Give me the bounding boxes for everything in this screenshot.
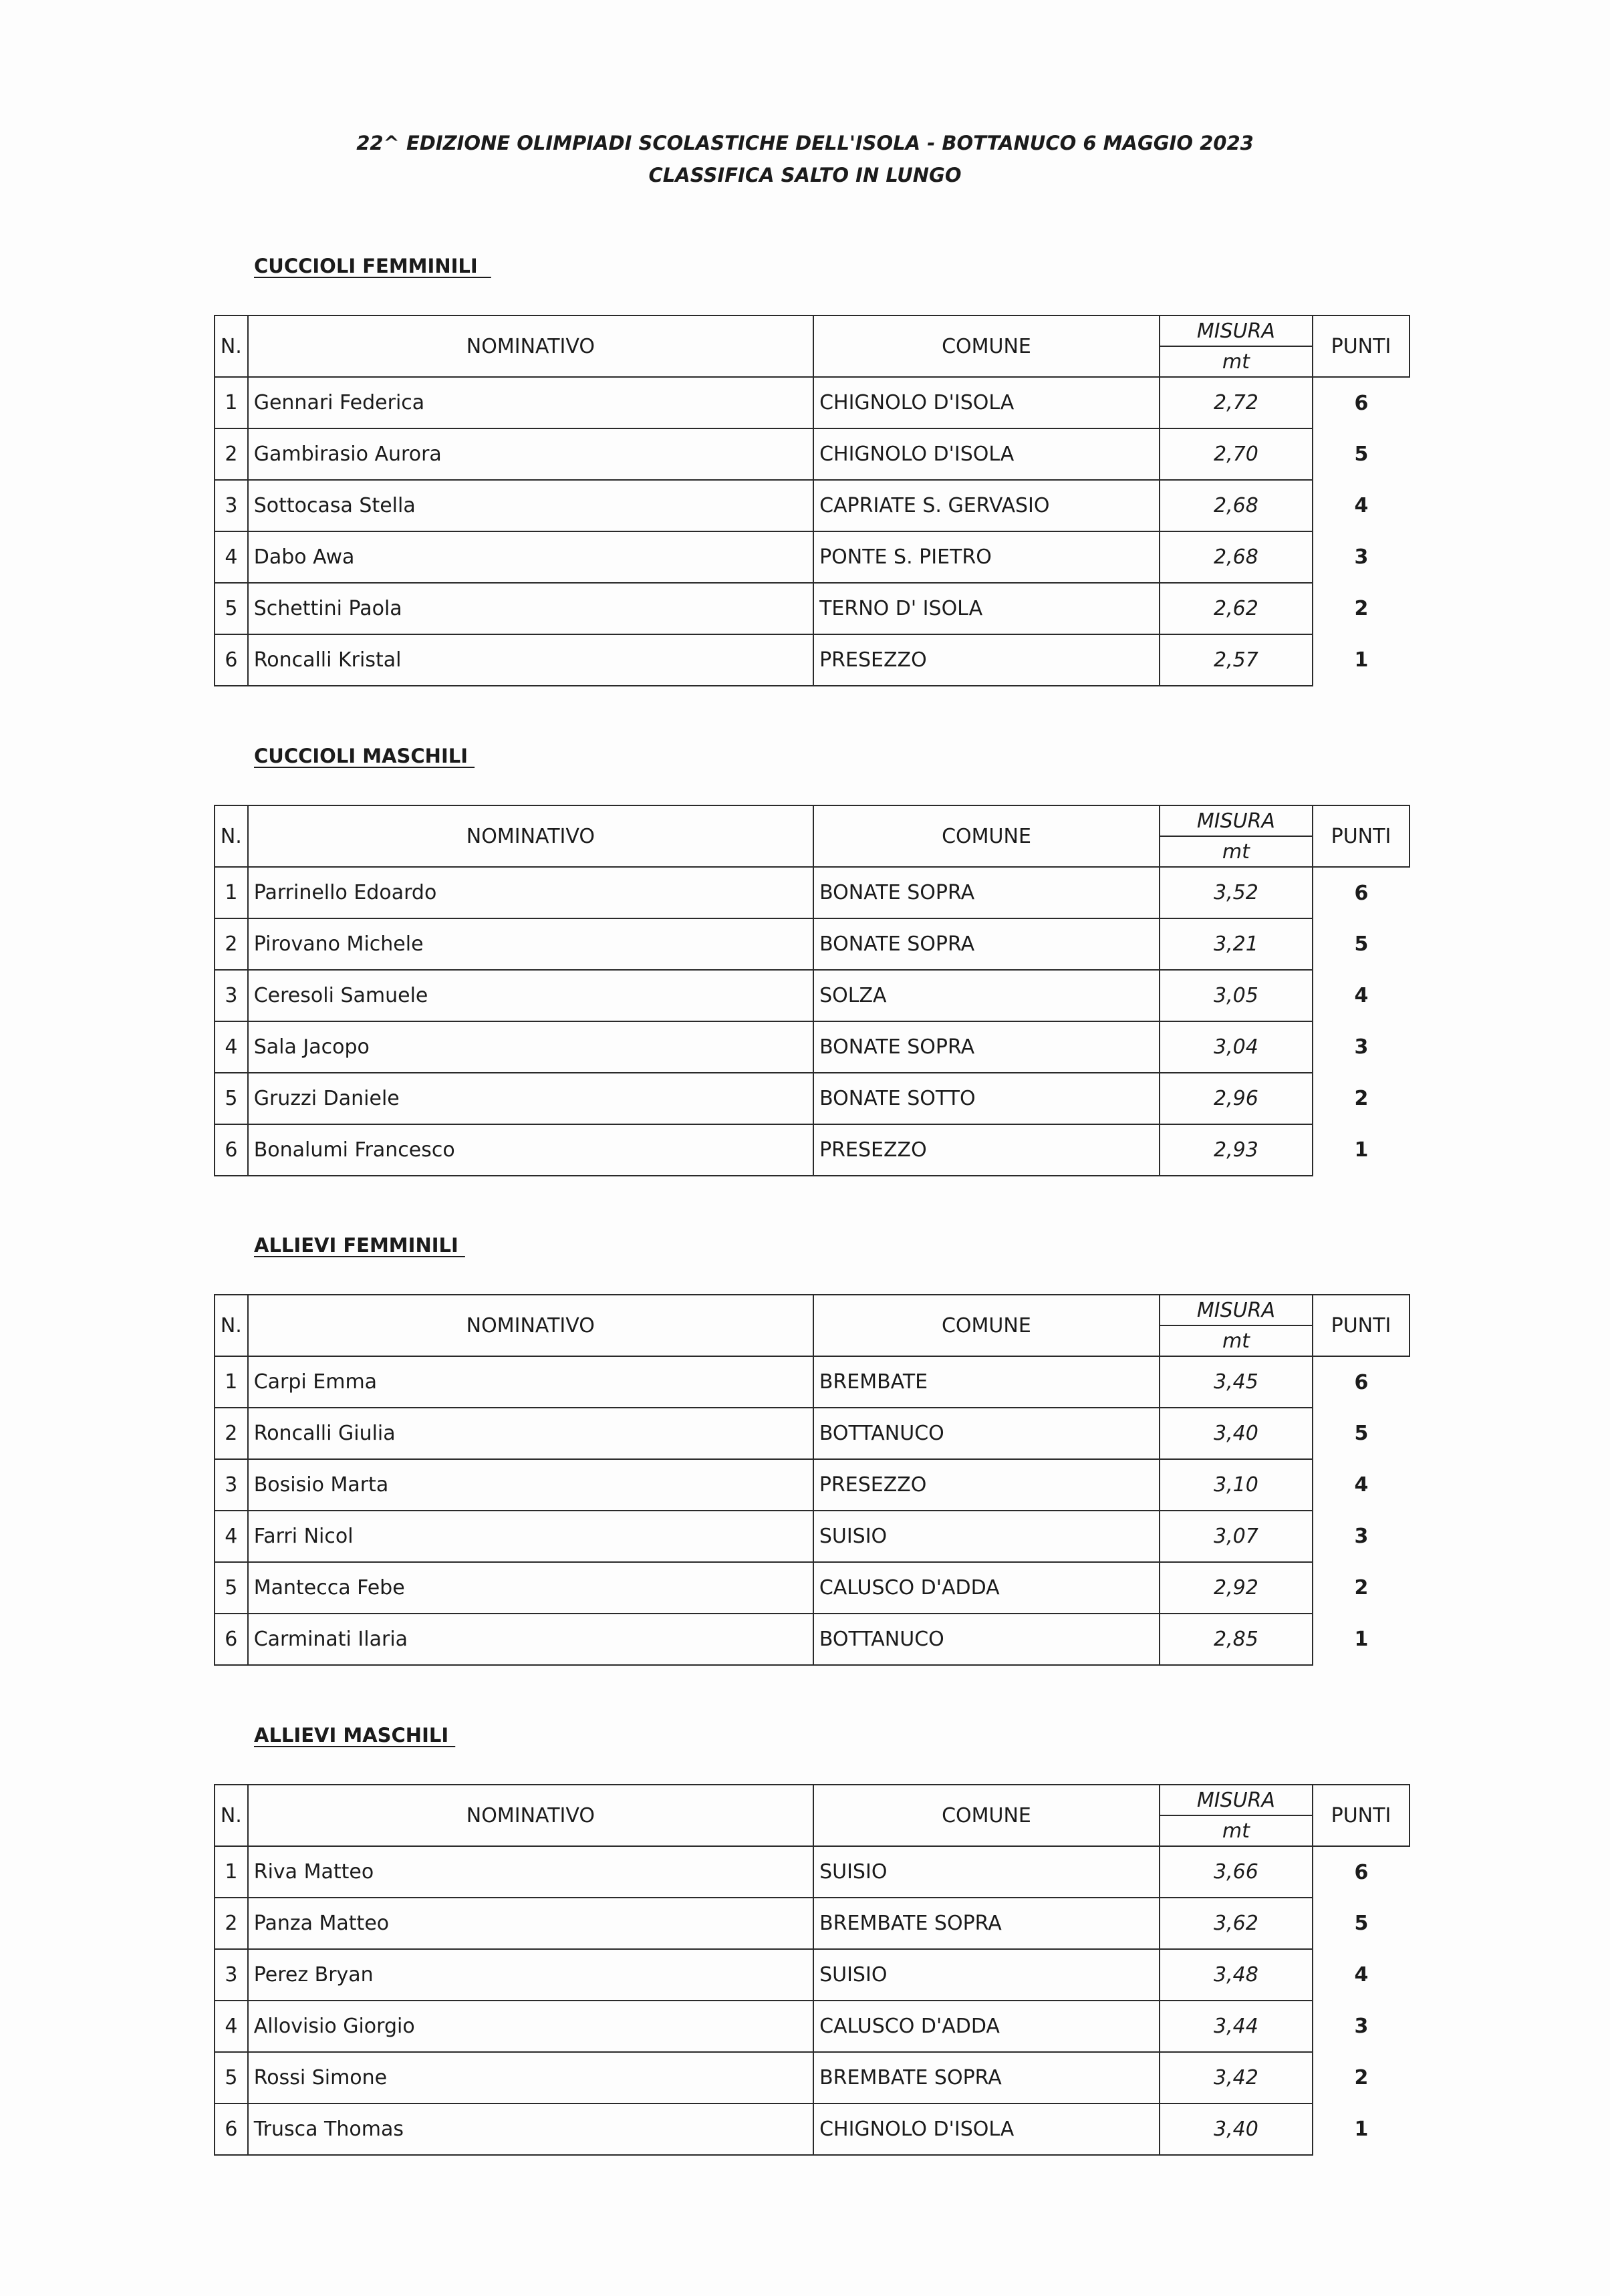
cell-comune: CALUSCO D'ADDA [813, 1562, 1160, 1614]
cell-comune: PRESEZZO [813, 1124, 1160, 1176]
table-row [215, 2052, 1410, 2103]
cell-nominativo: Roncalli Giulia [248, 1408, 813, 1459]
cell-nominativo: Perez Bryan [248, 1949, 813, 2001]
cell-punti: 5 [1313, 918, 1410, 970]
category-title: ALLIEVI MASCHILI [254, 1724, 456, 1747]
cell-rank: 4 [215, 1021, 248, 1073]
cell-comune: BONATE SOTTO [813, 1073, 1160, 1124]
cell-misura: 3,40 [1160, 1408, 1313, 1459]
cell-misura: 3,62 [1160, 1898, 1313, 1949]
cell-punti: 1 [1313, 634, 1410, 686]
table-row [215, 531, 1410, 583]
cell-nominativo: Sala Jacopo [248, 1021, 813, 1073]
cell-rank: 5 [215, 2052, 248, 2103]
cell-rank: 4 [215, 531, 248, 583]
header-punti: PUNTI [1313, 1295, 1410, 1356]
header-nominativo: NOMINATIVO [248, 315, 813, 377]
cell-misura: 3,52 [1160, 867, 1313, 918]
table-row [215, 867, 1410, 918]
cell-nominativo: Allovisio Giorgio [248, 2001, 813, 2052]
cell-rank: 3 [215, 480, 248, 531]
cell-comune: PRESEZZO [813, 1459, 1160, 1511]
cell-punti: 4 [1313, 480, 1410, 531]
table-row [215, 1021, 1410, 1073]
table-row [215, 1073, 1410, 1124]
category-title: CUCCIOLI FEMMINILI [254, 255, 491, 277]
cell-punti: 6 [1313, 1356, 1410, 1408]
cell-comune: SUISIO [813, 1846, 1160, 1898]
table-row [215, 480, 1410, 531]
header-n: N. [215, 1785, 248, 1846]
cell-punti: 1 [1313, 2103, 1410, 2155]
cell-comune: SUISIO [813, 1949, 1160, 2001]
cell-rank: 3 [215, 1459, 248, 1511]
category-title: CUCCIOLI MASCHILI [254, 745, 475, 767]
cell-misura: 2,72 [1160, 377, 1313, 428]
header-n: N. [215, 1295, 248, 1356]
results-table [214, 1294, 1410, 1666]
cell-punti: 5 [1313, 1408, 1410, 1459]
cell-nominativo: Gambirasio Aurora [248, 428, 813, 480]
header-comune: COMUNE [813, 805, 1160, 867]
cell-misura: 3,44 [1160, 2001, 1313, 2052]
cell-nominativo: Dabo Awa [248, 531, 813, 583]
event-title: 22^ EDIZIONE OLIMPIADI SCOLASTICHE DELL'ISOLA - BOTTANUCO 6 MAGGIO 2023 [356, 132, 1254, 154]
header-nominativo: NOMINATIVO [248, 805, 813, 867]
cell-nominativo: Schettini Paola [248, 583, 813, 634]
cell-misura: 2,85 [1160, 1614, 1313, 1665]
cell-punti: 2 [1313, 1562, 1410, 1614]
cell-comune: BOTTANUCO [813, 1408, 1160, 1459]
cell-rank: 2 [215, 428, 248, 480]
table-row [215, 428, 1410, 480]
cell-nominativo: Roncalli Kristal [248, 634, 813, 686]
cell-nominativo: Gennari Federica [248, 377, 813, 428]
table-header-row [215, 1785, 1410, 1815]
header-punti: PUNTI [1313, 315, 1410, 377]
cell-misura: 2,92 [1160, 1562, 1313, 1614]
cell-comune: CAPRIATE S. GERVASIO [813, 480, 1160, 531]
header-unit: mt [1160, 346, 1313, 377]
cell-rank: 1 [215, 377, 248, 428]
cell-comune: BREMBATE [813, 1356, 1160, 1408]
cell-punti: 5 [1313, 1898, 1410, 1949]
cell-punti: 6 [1313, 867, 1410, 918]
cell-punti: 2 [1313, 1073, 1410, 1124]
cell-comune: SOLZA [813, 970, 1160, 1021]
cell-rank: 4 [215, 1511, 248, 1562]
cell-punti: 4 [1313, 1949, 1410, 2001]
cell-rank: 6 [215, 1124, 248, 1176]
cell-misura: 3,05 [1160, 970, 1313, 1021]
table-row [215, 1459, 1410, 1511]
table-row [215, 1846, 1410, 1898]
cell-punti: 4 [1313, 970, 1410, 1021]
header-misura: MISURA [1160, 1295, 1313, 1325]
cell-punti: 3 [1313, 531, 1410, 583]
header-comune: COMUNE [813, 315, 1160, 377]
cell-nominativo: Bonalumi Francesco [248, 1124, 813, 1176]
section-cuccioli-maschili [214, 743, 1410, 1176]
cell-nominativo: Trusca Thomas [248, 2103, 813, 2155]
section-cuccioli-femminili [214, 253, 1410, 686]
table-row [215, 918, 1410, 970]
cell-punti: 1 [1313, 1614, 1410, 1665]
cell-punti: 6 [1313, 377, 1410, 428]
cell-nominativo: Gruzzi Daniele [248, 1073, 813, 1124]
cell-misura: 3,42 [1160, 2052, 1313, 2103]
header-nominativo: NOMINATIVO [248, 1785, 813, 1846]
cell-rank: 2 [215, 1898, 248, 1949]
cell-misura: 2,68 [1160, 480, 1313, 531]
cell-comune: BOTTANUCO [813, 1614, 1160, 1665]
cell-punti: 3 [1313, 2001, 1410, 2052]
cell-rank: 5 [215, 1562, 248, 1614]
cell-nominativo: Farri Nicol [248, 1511, 813, 1562]
cell-misura: 2,93 [1160, 1124, 1313, 1176]
cell-comune: CHIGNOLO D'ISOLA [813, 377, 1160, 428]
header-n: N. [215, 805, 248, 867]
cell-punti: 4 [1313, 1459, 1410, 1511]
table-row [215, 1898, 1410, 1949]
cell-rank: 1 [215, 867, 248, 918]
table-row [215, 2001, 1410, 2052]
cell-misura: 2,62 [1160, 583, 1313, 634]
cell-nominativo: Carminati Ilaria [248, 1614, 813, 1665]
table-header-row [215, 315, 1410, 346]
cell-punti: 1 [1313, 1124, 1410, 1176]
cell-misura: 2,96 [1160, 1073, 1313, 1124]
table-row [215, 1356, 1410, 1408]
cell-rank: 3 [215, 1949, 248, 2001]
cell-punti: 5 [1313, 428, 1410, 480]
table-row [215, 970, 1410, 1021]
cell-comune: BONATE SOPRA [813, 867, 1160, 918]
table-row [215, 2103, 1410, 2155]
cell-nominativo: Ceresoli Samuele [248, 970, 813, 1021]
cell-comune: BREMBATE SOPRA [813, 1898, 1160, 1949]
header-misura: MISURA [1160, 1785, 1313, 1815]
header-unit: mt [1160, 836, 1313, 867]
cell-punti: 6 [1313, 1846, 1410, 1898]
cell-comune: BONATE SOPRA [813, 1021, 1160, 1073]
cell-comune: BONATE SOPRA [813, 918, 1160, 970]
cell-nominativo: Rossi Simone [248, 2052, 813, 2103]
cell-comune: PRESEZZO [813, 634, 1160, 686]
cell-nominativo: Panza Matteo [248, 1898, 813, 1949]
document-header [0, 127, 1610, 191]
header-misura: MISURA [1160, 315, 1313, 346]
cell-nominativo: Sottocasa Stella [248, 480, 813, 531]
cell-misura: 3,48 [1160, 1949, 1313, 2001]
category-title: ALLIEVI FEMMINILI [254, 1234, 465, 1257]
cell-rank: 2 [215, 918, 248, 970]
header-misura: MISURA [1160, 805, 1313, 836]
cell-nominativo: Bosisio Marta [248, 1459, 813, 1511]
cell-misura: 3,45 [1160, 1356, 1313, 1408]
cell-nominativo: Parrinello Edoardo [248, 867, 813, 918]
table-header-row [215, 805, 1410, 836]
table-row [215, 634, 1410, 686]
table-row [215, 583, 1410, 634]
table-row [215, 1949, 1410, 2001]
cell-rank: 6 [215, 1614, 248, 1665]
results-table [214, 1784, 1410, 2156]
cell-rank: 2 [215, 1408, 248, 1459]
header-n: N. [215, 315, 248, 377]
cell-misura: 2,70 [1160, 428, 1313, 480]
cell-misura: 2,68 [1160, 531, 1313, 583]
cell-comune: CHIGNOLO D'ISOLA [813, 2103, 1160, 2155]
cell-rank: 3 [215, 970, 248, 1021]
cell-misura: 3,07 [1160, 1511, 1313, 1562]
cell-rank: 5 [215, 1073, 248, 1124]
cell-punti: 2 [1313, 2052, 1410, 2103]
results-table [214, 805, 1410, 1176]
cell-comune: PONTE S. PIETRO [813, 531, 1160, 583]
header-nominativo: NOMINATIVO [248, 1295, 813, 1356]
section-allievi-femminili [214, 1232, 1410, 1666]
cell-nominativo: Carpi Emma [248, 1356, 813, 1408]
table-row [215, 1408, 1410, 1459]
table-row [215, 377, 1410, 428]
table-row [215, 1124, 1410, 1176]
table-row [215, 1511, 1410, 1562]
table-row [215, 1614, 1410, 1665]
cell-punti: 3 [1313, 1021, 1410, 1073]
cell-misura: 3,21 [1160, 918, 1313, 970]
cell-rank: 5 [215, 583, 248, 634]
cell-misura: 3,10 [1160, 1459, 1313, 1511]
cell-rank: 1 [215, 1846, 248, 1898]
cell-rank: 4 [215, 2001, 248, 2052]
header-comune: COMUNE [813, 1295, 1160, 1356]
cell-rank: 1 [215, 1356, 248, 1408]
table-row [215, 1562, 1410, 1614]
header-punti: PUNTI [1313, 805, 1410, 867]
cell-misura: 3,66 [1160, 1846, 1313, 1898]
section-allievi-maschili [214, 1722, 1410, 2156]
cell-rank: 6 [215, 2103, 248, 2155]
header-unit: mt [1160, 1815, 1313, 1846]
cell-nominativo: Riva Matteo [248, 1846, 813, 1898]
cell-comune: TERNO D' ISOLA [813, 583, 1160, 634]
results-table [214, 315, 1410, 686]
cell-comune: BREMBATE SOPRA [813, 2052, 1160, 2103]
header-unit: mt [1160, 1325, 1313, 1356]
cell-comune: SUISIO [813, 1511, 1160, 1562]
ranking-title: CLASSIFICA SALTO IN LUNGO [648, 164, 962, 186]
table-header-row [215, 1295, 1410, 1325]
header-punti: PUNTI [1313, 1785, 1410, 1846]
cell-misura: 3,04 [1160, 1021, 1313, 1073]
cell-misura: 3,40 [1160, 2103, 1313, 2155]
cell-punti: 3 [1313, 1511, 1410, 1562]
cell-comune: CHIGNOLO D'ISOLA [813, 428, 1160, 480]
cell-nominativo: Pirovano Michele [248, 918, 813, 970]
cell-nominativo: Mantecca Febe [248, 1562, 813, 1614]
cell-punti: 2 [1313, 583, 1410, 634]
cell-comune: CALUSCO D'ADDA [813, 2001, 1160, 2052]
cell-rank: 6 [215, 634, 248, 686]
header-comune: COMUNE [813, 1785, 1160, 1846]
cell-misura: 2,57 [1160, 634, 1313, 686]
